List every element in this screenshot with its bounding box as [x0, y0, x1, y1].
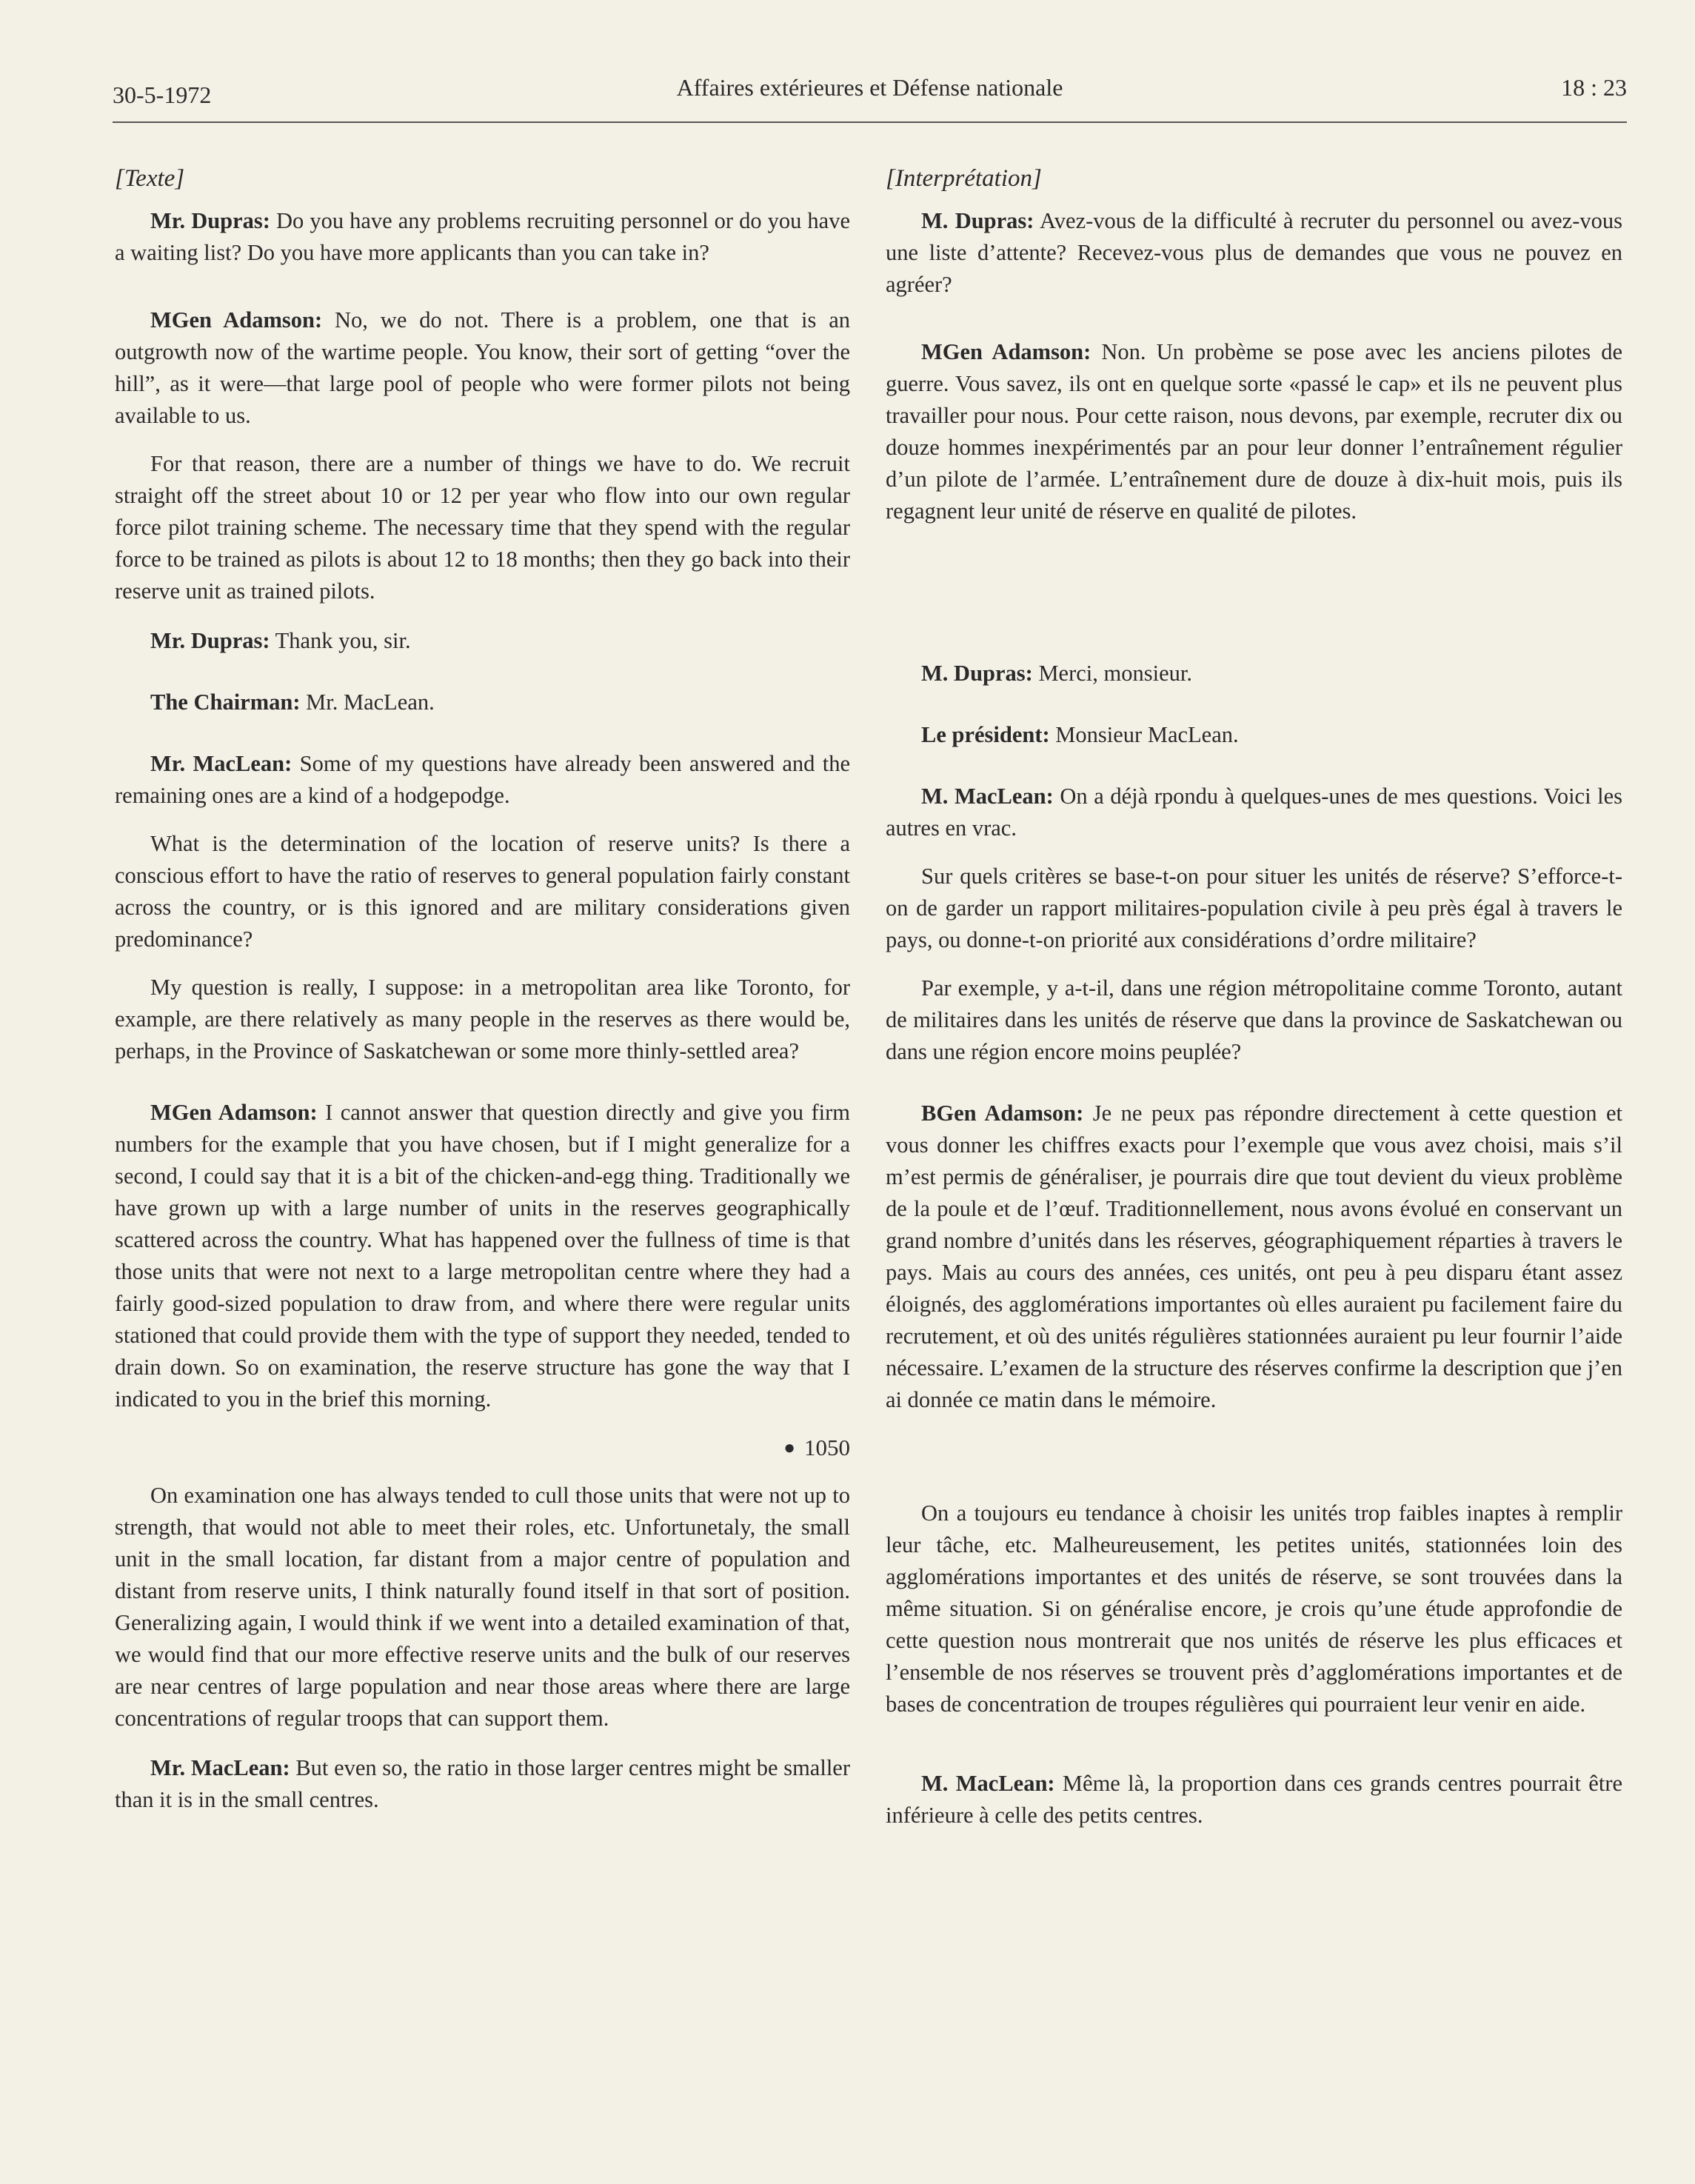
speaker-name: MGen Adamson: — [150, 1100, 318, 1125]
page-header — [113, 70, 1627, 123]
paragraph-text: Thank you, sir. — [275, 628, 411, 653]
time-marker — [115, 1432, 850, 1463]
paragraph-text: Monsieur MacLean. — [1055, 722, 1239, 747]
paragraph — [886, 336, 1622, 527]
paragraph — [886, 1497, 1622, 1720]
speaker-name: MGen Adamson: — [921, 339, 1091, 364]
bullet-icon: ● — [783, 1437, 795, 1458]
header-title: Affaires extérieures et Défense nationale — [676, 74, 1063, 101]
paragraph — [115, 972, 850, 1067]
paragraph — [115, 1097, 850, 1415]
speaker-name: MGen Adamson: — [150, 307, 323, 333]
section-label: [Interprétation] — [886, 165, 1042, 192]
paragraph — [886, 861, 1622, 956]
paragraph-text: Avez-vous de la difficulté à recruter du personnel ou avez-vous une liste d’attente? Recevez-vous plus de demandes que vous ne pouvez en agréer? — [886, 208, 1622, 297]
paragraph-text: No, we do not. There is a problem, one that is an outgrowth now of the wartime people. You know, their sort of getting “over the hill”, as it were—that large pool of people who were former pilots not being available to us. — [115, 307, 851, 428]
paragraph — [886, 1768, 1622, 1831]
paragraph — [886, 781, 1622, 844]
paragraph-text: On examination one has always tended to cull those units that were not up to strength, that would not able to meet their roles, etc. Unfortunetaly, the small unit in the small location, far distant from a major centre of population and distant from reserve units, I think naturally found itself in that sort of position. Generalizing again, I would think if we went into a detailed examination of that, we would find that our more effective reserve units and the bulk of our reserves are near centres of large population and near those areas where there are large concentrations of regular troops that can support them. — [115, 1483, 850, 1731]
header-page-number: 18 : 23 — [1561, 74, 1627, 101]
paragraph — [115, 205, 850, 269]
speaker-name: Le président: — [921, 722, 1050, 747]
paragraph-text: Some of my questions have already been answered and the remaining ones are a kind of a hodgepodge. — [115, 751, 851, 808]
paragraph-text: Mr. MacLean. — [306, 689, 435, 715]
paragraph-text: Sur quels critères se base-t-on pour situer les unités de réserve? S’efforce-t-on de garder un rapport militaires-population civile à peu près égal à travers le pays, ou donne-t-on priorité aux considérations d’ordre militaire? — [886, 864, 1622, 952]
paragraph-text: Par exemple, y a-t-il, dans une région métropolitaine comme Toronto, autant de militaires dans les unités de réserve que dans la province de Saskatchewan ou dans une région encore moins peuplée? — [886, 975, 1622, 1064]
speaker-name: Mr. MacLean: — [150, 1755, 290, 1780]
paragraph — [886, 205, 1622, 301]
speaker-name: M. MacLean: — [921, 784, 1054, 809]
paragraph — [886, 658, 1622, 689]
speaker-name: Mr. Dupras: — [150, 208, 270, 233]
paragraph — [115, 625, 850, 657]
paragraph — [115, 304, 850, 432]
paragraph — [886, 972, 1622, 1068]
french-column — [886, 163, 1622, 1831]
english-column — [115, 163, 850, 1816]
header-date: 30-5-1972 — [113, 81, 212, 108]
paragraph-text: For that reason, there are a number of things we have to do. We recruit straight off the street about 10 or 12 per year who flow into our own regular force pilot training scheme. The necessary time that they spend with the regular force to be trained as pilots is about 12 to 18 months; then they go back into their reserve unit as trained pilots. — [115, 451, 850, 604]
time-marker-value: 1050 — [804, 1435, 850, 1460]
paragraph-text: Non. Un probème se pose avec les anciens pilotes de guerre. Vous savez, ils ont en quelque sorte «passé le cap» et ils ne peuvent plus travailler pour nous. Pour cette raison, nous devons, par exemple, recruter dix ou douze hommes inexpérimentés par an pour leur donner l’entraînement régulier d’un pilote de l’armée. L’entraînement dure de douze à dix-huit mois, puis ils regagnent leur unité de réserve en qualité de pilotes. — [886, 339, 1622, 524]
paragraph — [115, 828, 850, 955]
paragraph — [115, 1480, 850, 1734]
paragraph-text: On a toujours eu tendance à choisir les unités trop faibles inaptes à remplir leur tâche, etc. Malheureusement, les petites unités, stationnées loin des agglomérations importantes et des unités de réserve, se sont trouvées dans la même situation. Si on généralise encore, je crois qu’une étude approfondie de cette question nous montrerait que nos unités de réserve les plus efficaces et l’ensemble de nos réserves se trouvent près d’agglomérations importantes et de bases de concentration de troupes régulières qui pourraient leur venir en aide. — [886, 1500, 1622, 1717]
paragraph — [886, 719, 1622, 751]
paragraph-text: On a déjà rpondu à quelques-unes de mes questions. Voici les autres en vrac. — [886, 784, 1623, 841]
paragraph — [115, 687, 850, 718]
paragraph — [115, 1752, 850, 1816]
paragraph-text: What is the determination of the location of reserve units? Is there a conscious effort to have the ratio of reserves to general population fairly constant across the country, or is this ignored and are military considerations given predominance? — [115, 831, 850, 952]
paragraph-text: Même là, la proportion dans ces grands centres pourrait être inférieure à celle des petits centres. — [886, 1771, 1623, 1828]
paragraph-text: I cannot answer that question directly and give you firm numbers for the example that you have chosen, but if I might generalize for a second, I could say that it is a bit of the chicken-and-egg thing. Traditionally we have grown up with a large number of units in the reserves geographically scattered across the country. What has happened over the fullness of time is that those units that were not next to a large metropolitan centre where they had a fairly good-sized population to draw from, and where there were regular units stationed that could provide them with the type of support they needed, tended to drain down. So on examination, the reserve structure has gone the way that I indicated to you in the brief this morning. — [115, 1100, 851, 1412]
section-label: [Texte] — [115, 165, 185, 192]
speaker-name: Mr. Dupras: — [150, 628, 270, 653]
paragraph — [886, 1098, 1622, 1416]
paragraph-text: My question is really, I suppose: in a metropolitan area like Toronto, for example, are there relatively as many people in the reserves as there would be, perhaps, in the Province of Saskatchewan or some more thinly-settled area? — [115, 975, 850, 1063]
speaker-name: M. MacLean: — [921, 1771, 1055, 1796]
paragraph-text: Je ne peux pas répondre directement à cette question et vous donner les chiffres exacts pour l’exemple que vous avez choisi, mais s’il m’est permis de généraliser, je pourrais dire que tout devient du vieux problème de la poule et de l’œuf. Traditionnellement, nous avons évolué en conservant un grand nombre d’unités dans les réserves, géographiquement réparties à travers le pays. Mais au cours des années, ces unités, ont peu à peu disparu étant assez éloignés, des agglomérations importantes où elles auraient pu facilement faire du recrutement, et où des unités régulières stationnées auraient pu leur fournir l’aide nécessaire. L’examen de la structure des réserves confirme la description que j’en ai donnée ce matin dans le mémoire. — [886, 1101, 1622, 1412]
speaker-name: M. Dupras: — [921, 661, 1033, 686]
speaker-name: The Chairman: — [150, 689, 301, 715]
paragraph — [115, 748, 850, 812]
speaker-name: M. Dupras: — [921, 208, 1034, 233]
speaker-name: BGen Adamson: — [921, 1101, 1084, 1126]
paragraph-text: Merci, monsieur. — [1038, 661, 1192, 686]
paragraph — [115, 448, 850, 607]
paragraph-text: Do you have any problems recruiting personnel or do you have a waiting list? Do you have more applicants than you can take in? — [115, 208, 850, 265]
paragraph-text: But even so, the ratio in those larger centres might be smaller than it is in the small centres. — [115, 1755, 850, 1812]
speaker-name: Mr. MacLean: — [150, 751, 292, 776]
